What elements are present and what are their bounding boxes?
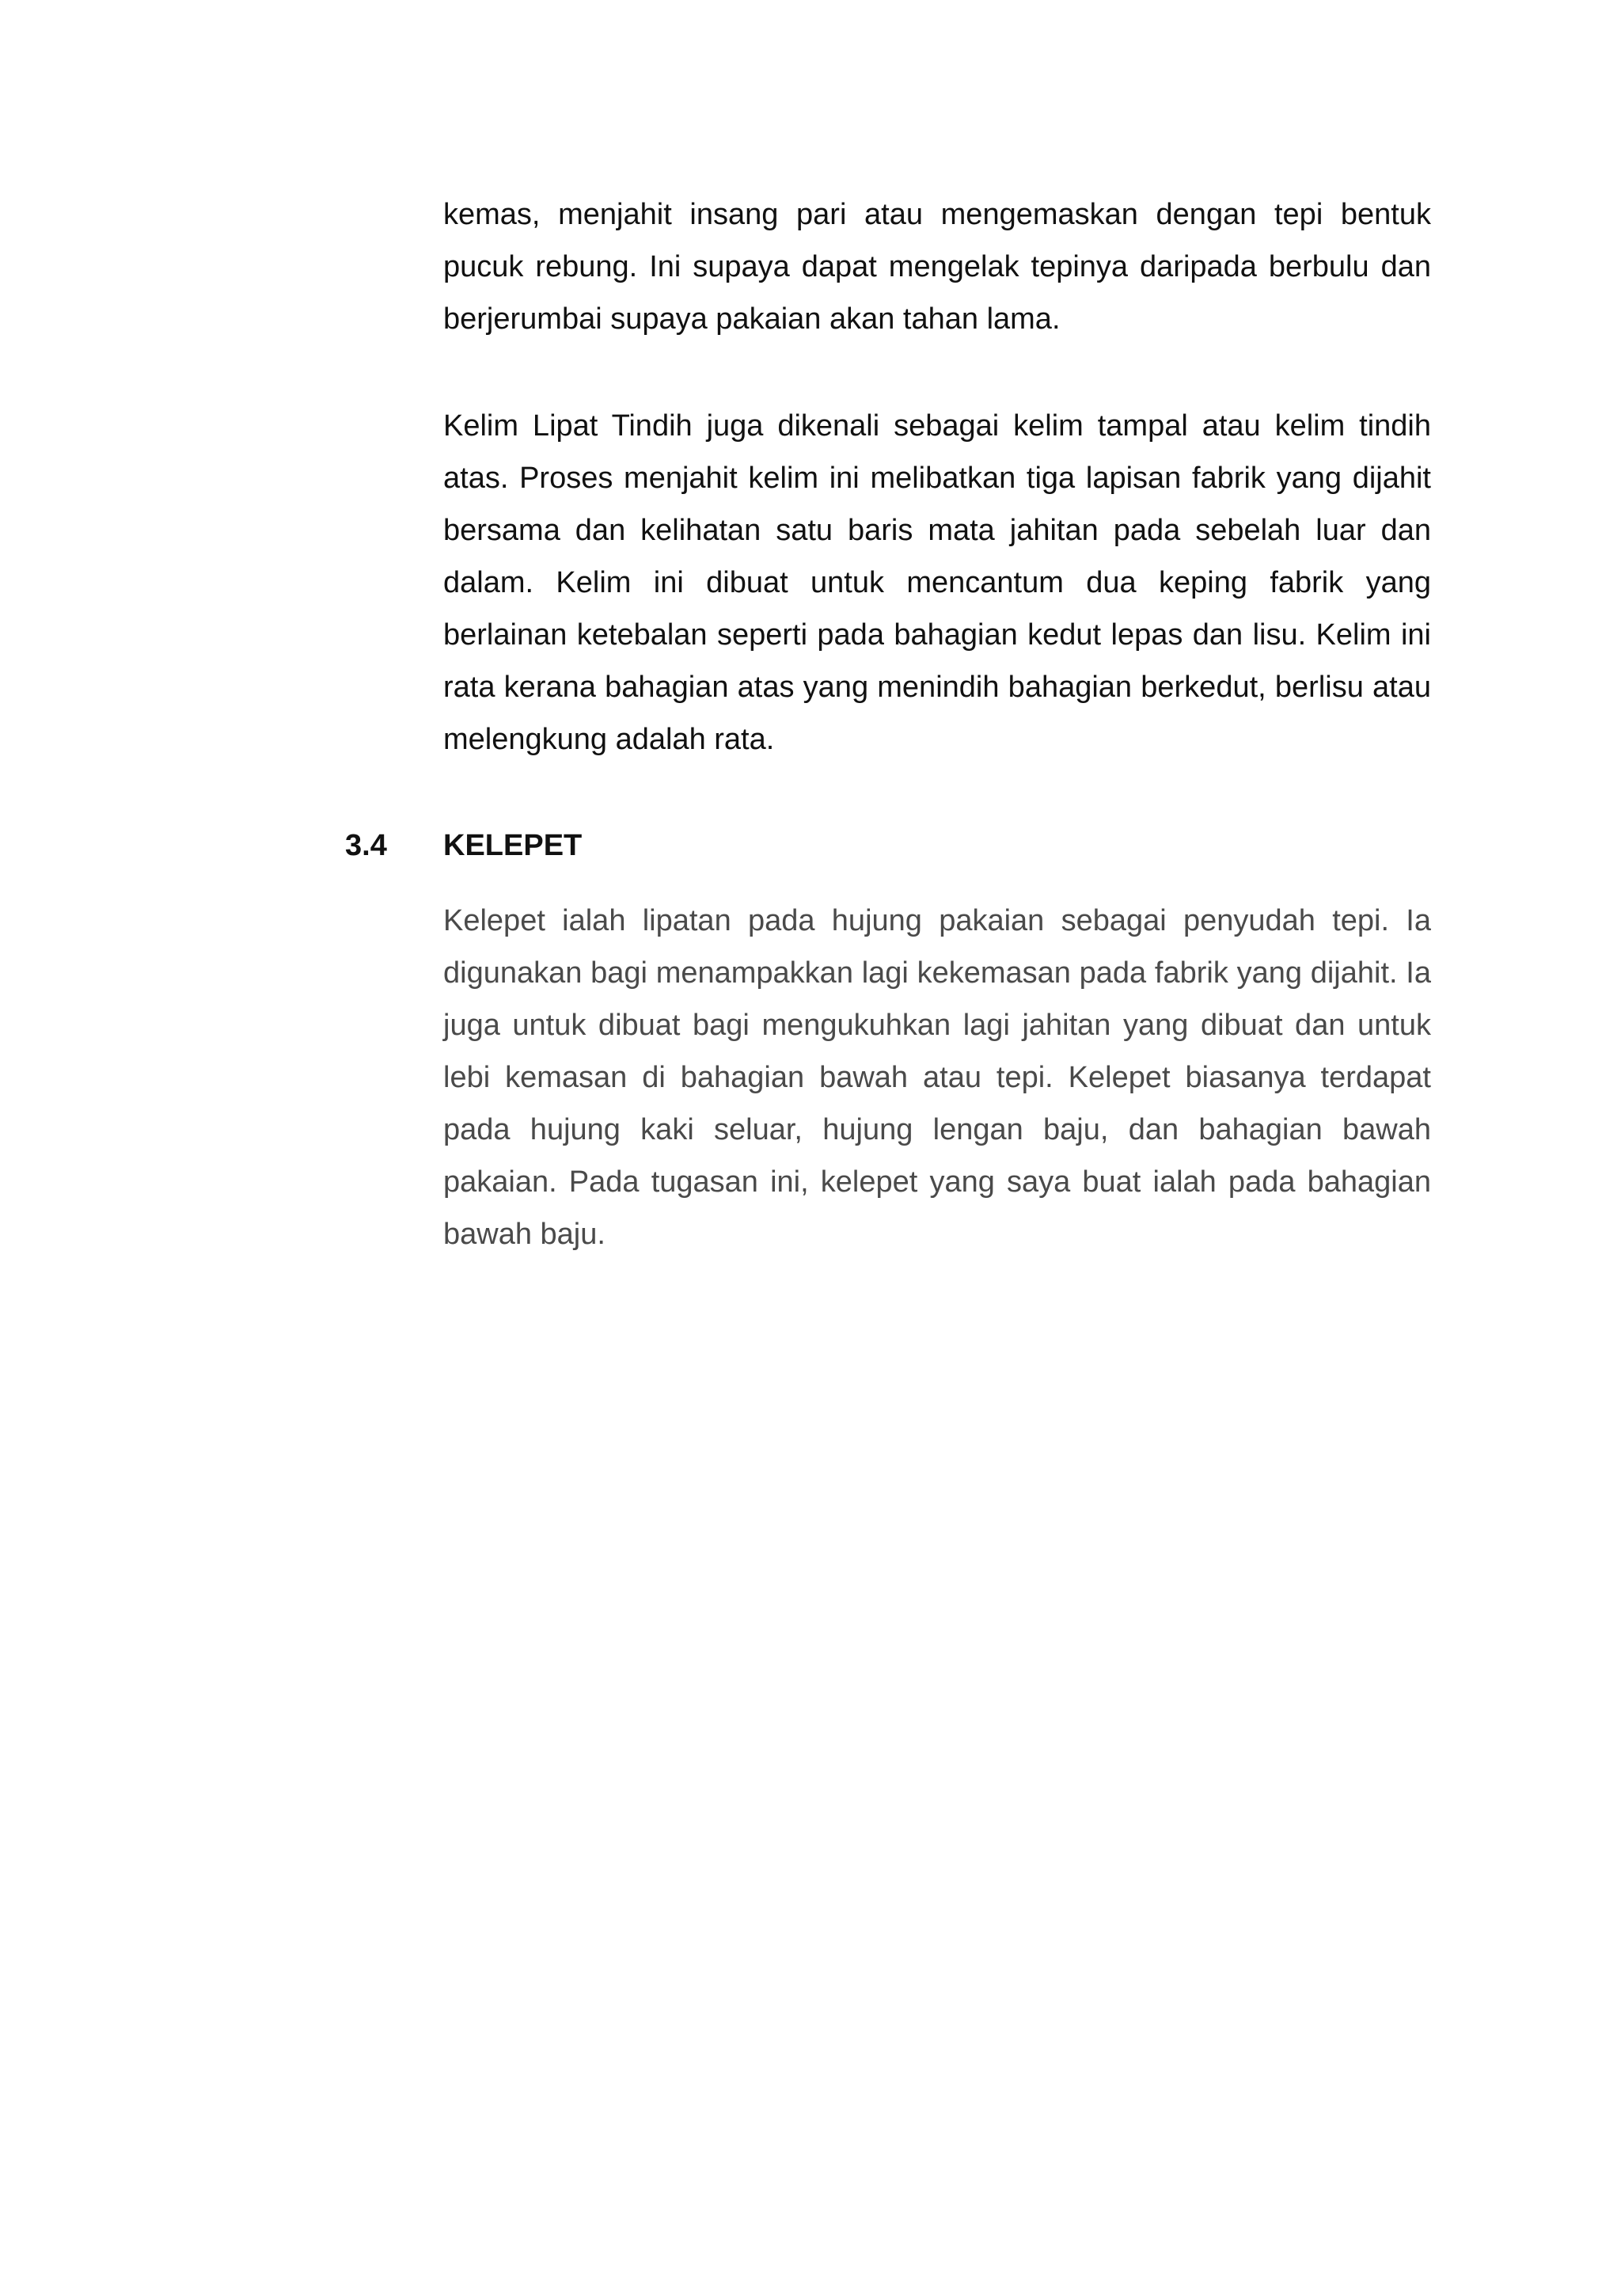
section-title: KELEPET bbox=[443, 829, 583, 862]
paragraph-continued-text: kemas, menjahit insang pari atau mengemaskan dengan tepi bentuk pucuk rebung. Ini supaya dapat mengelak tepinya daripada berbulu dan berjerumbai supaya pakaian akan tahan lama. bbox=[443, 198, 1431, 336]
paragraph-kelim-lipat-tindih: Kelim Lipat Tindih juga dikenali sebagai kelim tampal atau kelim tindih atas. Proses menjahit kelim ini melibatkan tiga lapisan fabrik yang dijahit bersama dan kelihatan satu baris mata jahitan pada sebelah luar dan dalam. Kelim ini dibuat untuk mencantum dua keping fabrik yang berlainan ketebalan seperti pada bahagian kedut lepas dan lisu. Kelim ini rata kerana bahagian atas yang menindih bahagian berkedut, berlisu atau melengkung adalah rata. bbox=[443, 409, 1431, 756]
section-number: 3.4 bbox=[345, 829, 387, 862]
section-body-paragraph: Kelepet ialah lipatan pada hujung pakaian sebagai penyudah tepi. Ia digunakan bagi menampakkan lagi kekemasan pada fabrik yang dijahit. Ia juga untuk dibuat bagi mengukuhkan lagi jahitan yang dibuat dan untuk lebi kemasan di bahagian bawah atau tepi. Kelepet biasanya terdapat pada hujung kaki seluar, hujung lengan baju, dan bahagian bawah pakaian. Pada tugasan ini, kelepet yang saya buat ialah pada bahagian bawah baju. bbox=[443, 904, 1431, 1251]
